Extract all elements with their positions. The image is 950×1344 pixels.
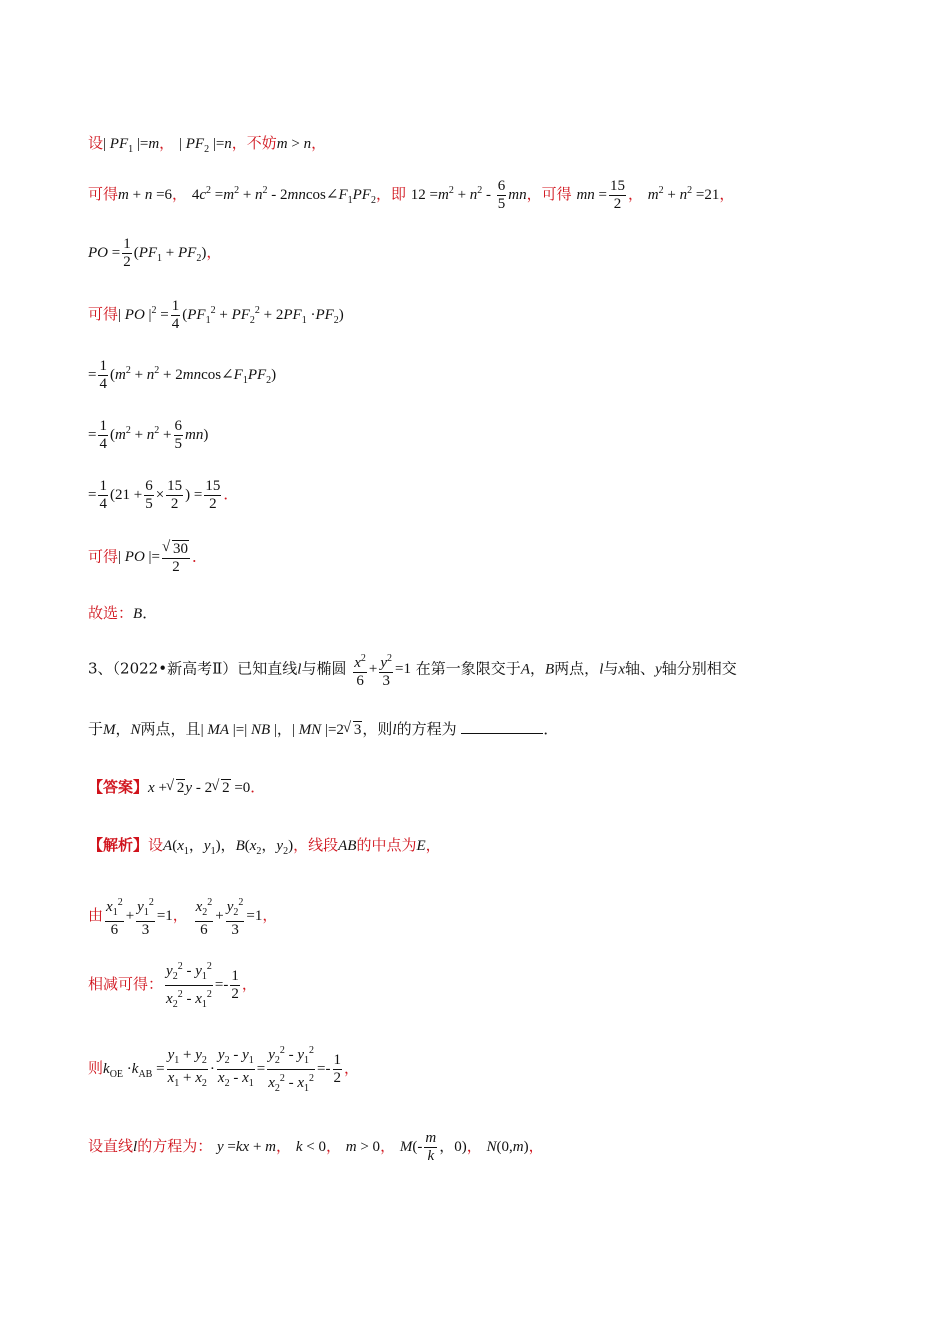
text-bufang: ，不妨 — [231, 134, 277, 152]
text-kede-4: 可得 — [88, 547, 119, 566]
text-q-e: 轴、 — [625, 659, 656, 678]
line-2: 可得m + n =6， $4c^2 =m^2 + n^2$ - $2mncos\angle F_1PF_2$，即 $12 =m^2 + n^2$ - $\frac{6}{5}$ mn，可得 mn = $\frac{15}{2}$ ， $m^2 + n^2 =21$， — [88, 178, 735, 212]
answer-line: 【答案】x +√ 2y - 2√ 2 =0． — [88, 776, 265, 797]
math-pf1-eq-m: | $PF_1$ |=m — [103, 136, 160, 155]
line-9: 故选：B． — [88, 604, 158, 622]
math-points-ab: $A(x_1$，$y_1$)，$B(x_2$，$y_2$) — [163, 838, 294, 857]
question-3-line-1: 3、（2022•新高考Ⅱ）已知直线l与椭圆 $\frac{x^2}{6}$ + $\frac{y^2}{3}$ =1 在第一象限交于A，B两点，l与x轴、y轴分别相交 — [88, 650, 737, 690]
math-cosine-law: $4c^2 =m^2 + n^2$ - $2mncos\angle F_1PF_2$ — [191, 184, 376, 206]
math-step-3: = $\frac{1}{4}$ (21 + $\frac{6}{5}$ × $\frac{15}{2}$ ) = $\frac{15}{2}$ — [88, 478, 221, 512]
math-line-eq: y =kx + m — [216, 1138, 277, 1155]
math-po-squared: | PO $|^2$ = $\frac{1}{4}$ $(PF_1^2 + PF_2^2 + 2PF_1 \cdot PF_2)$ — [118, 298, 344, 332]
line-6 — [88, 418, 208, 453]
math-point-m: M(- $\frac{m}{k}$ ，0) — [399, 1130, 467, 1164]
text-she: 设 — [88, 134, 104, 152]
subtract-line: 相减可得： $\frac{y_2^2 - y_1^2}{x_2^2 - x_1^2}$ =- $\frac{1}{2}$ ， — [88, 958, 257, 1013]
math-point-a-on-ellipse: $\frac{x_1^2}{6}$ + $\frac{y_1^2}{3}$ =1 — [103, 908, 173, 924]
math-m2-n2-eq: $m^2 + n^2 =21$ — [647, 184, 720, 203]
math-point-n: N(0,m) — [486, 1138, 529, 1155]
math-m-plus-n: m + n =6 — [118, 186, 173, 203]
text-shezhixian: 设直线 — [88, 1136, 134, 1155]
line-5 — [88, 358, 276, 393]
line-8: 可得| PO |= √ $\frac{30}{2}$ ． — [88, 540, 207, 576]
math-pf2-eq-n: | $PF_2$ |=n — [178, 136, 232, 155]
line-equation-line: 设直线l的方程为： y =kx + m， k < 0， m > 0， M(- $\frac{m}{k}$ ，0)， N(0,m)， — [88, 1130, 544, 1164]
text-choice: B — [133, 606, 143, 622]
text-xiangjian: 相减可得： — [88, 974, 164, 993]
line-4 — [88, 298, 344, 333]
text-gu-xuan: 故选： — [88, 604, 134, 622]
math-slope-product: $k_{OE} \cdot k_{AB}$ = $\frac{y_1 + y_2}{x_1 + x_2}$ · $\frac{y_2 - y_1}{x_2 - x_1}$ = $\frac{y_2^2 - y_1^2}{x_2^2 - x_1^2}$ =- $\frac{1}{2}$ — [103, 1061, 344, 1077]
text-q-a: 与椭圆 — [301, 659, 347, 678]
line-7: = $\frac{1}{4}$ (21 + $\frac{6}{5}$ × $\frac{15}{2}$ ) = $\frac{15}{2}$ ． — [88, 478, 239, 512]
text-q2-a: 于 — [88, 720, 104, 738]
text-q2-b: 两点，且 — [140, 720, 201, 738]
math-point-b-on-ellipse: $\frac{x_2^2}{6}$ + $\frac{y_2^2}{3}$ =1 — [193, 908, 263, 924]
text-q-d: 与 — [603, 659, 619, 678]
math-po-vector: PO = $\frac{1}{2}$ $(PF_1 + PF_2)$ — [88, 236, 207, 270]
math-po-result: | PO |= √ $\frac{30}{2}$ — [118, 549, 192, 565]
math-ma-eq-nb: | MA |=| NB | — [200, 722, 277, 738]
analysis-label: 【解析】 — [88, 836, 149, 854]
text-q-c: 两点， — [554, 659, 600, 678]
math-step-2: = $\frac{1}{4}$ ($m^2 + n^2$ + $\frac{6}{5}$ mn) — [88, 418, 209, 452]
line-1: 设| $PF_1$ |=m， | $PF_2$ |=n，不妨m > n， — [88, 134, 327, 155]
question-3-header: 3、（2022•新高考Ⅱ）已知直线 — [88, 659, 298, 678]
text-q-f: 轴分别相交 — [661, 659, 737, 678]
math-subtracted: $\frac{y_2^2 - y_1^2}{x_2^2 - x_1^2}$ =- $\frac{1}{2}$ — [163, 977, 242, 993]
math-mn-length: | MN |=2√ 3 — [292, 722, 362, 738]
analysis-line: 【解析】设$A(x_1$，$y_1$)，$B(x_2$，$y_2$)，线段AB的中点为E， — [88, 836, 441, 857]
text-kede-2: ，可得 — [526, 184, 572, 203]
text-q-b: 在第一象限交于 — [415, 659, 521, 678]
text-ze: 则 — [88, 1058, 104, 1077]
text-kede-1: 可得 — [88, 184, 119, 203]
answer-label: 【答案】 — [88, 778, 149, 796]
math-mn-eq: mn = $\frac{15}{2}$ — [576, 178, 625, 212]
math-12-eq: $12 =m^2 + n^2$ - $\frac{6}{5}$ mn — [410, 178, 527, 212]
text-kede-3: 可得 — [88, 304, 119, 323]
math-answer: x +√ 2y - 2√ 2 =0 — [148, 780, 250, 796]
math-k-lt-0: k < 0 — [295, 1138, 326, 1155]
text-you: 由 — [88, 905, 104, 924]
math-m-gt-0: m > 0 — [345, 1138, 381, 1155]
math-step-1: = $\frac{1}{4}$ ($m^2 + n^2$ + $2mncos\angle F_1PF_2$) — [88, 358, 277, 392]
text-ji: ，即 — [375, 184, 406, 203]
text-q2-c: ，则 — [362, 720, 393, 738]
text-de-fangcheng: 的方程为： — [137, 1136, 213, 1155]
answer-blank — [461, 719, 543, 734]
slope-line: 则$k_{OE} \cdot k_{AB}$ = $\frac{y_1 + y_2}{x_1 + x_2}$ · $\frac{y_2 - y_1}{x_2 - x_1}$ = $\frac{y_2^2 - y_1^2}{x_2^2 - x_1^2}$ =- $\frac{1}{2}$ ， — [88, 1042, 359, 1097]
text-q2-d: 的方程为 — [396, 720, 457, 738]
line-3: PO = $\frac{1}{2}$ $(PF_1 + PF_2)$， — [88, 236, 222, 270]
math-l: l — [297, 661, 302, 678]
question-3-line-2: 于M，N两点，且| MA |=| NB |，| MN |=2√ 3，则l的方程为 ． — [88, 718, 558, 739]
math-m-gt-n: m > n — [276, 136, 312, 152]
math-ellipse-eq: $\frac{x^2}{6}$ + $\frac{y^2}{3}$ =1 — [351, 661, 411, 677]
you-line: 由 $\frac{x_1^2}{6}$ + $\frac{y_1^2}{3}$ =1， $\frac{x_2^2}{6}$ + $\frac{y_2^2}{3}$ =1， — [88, 894, 277, 939]
